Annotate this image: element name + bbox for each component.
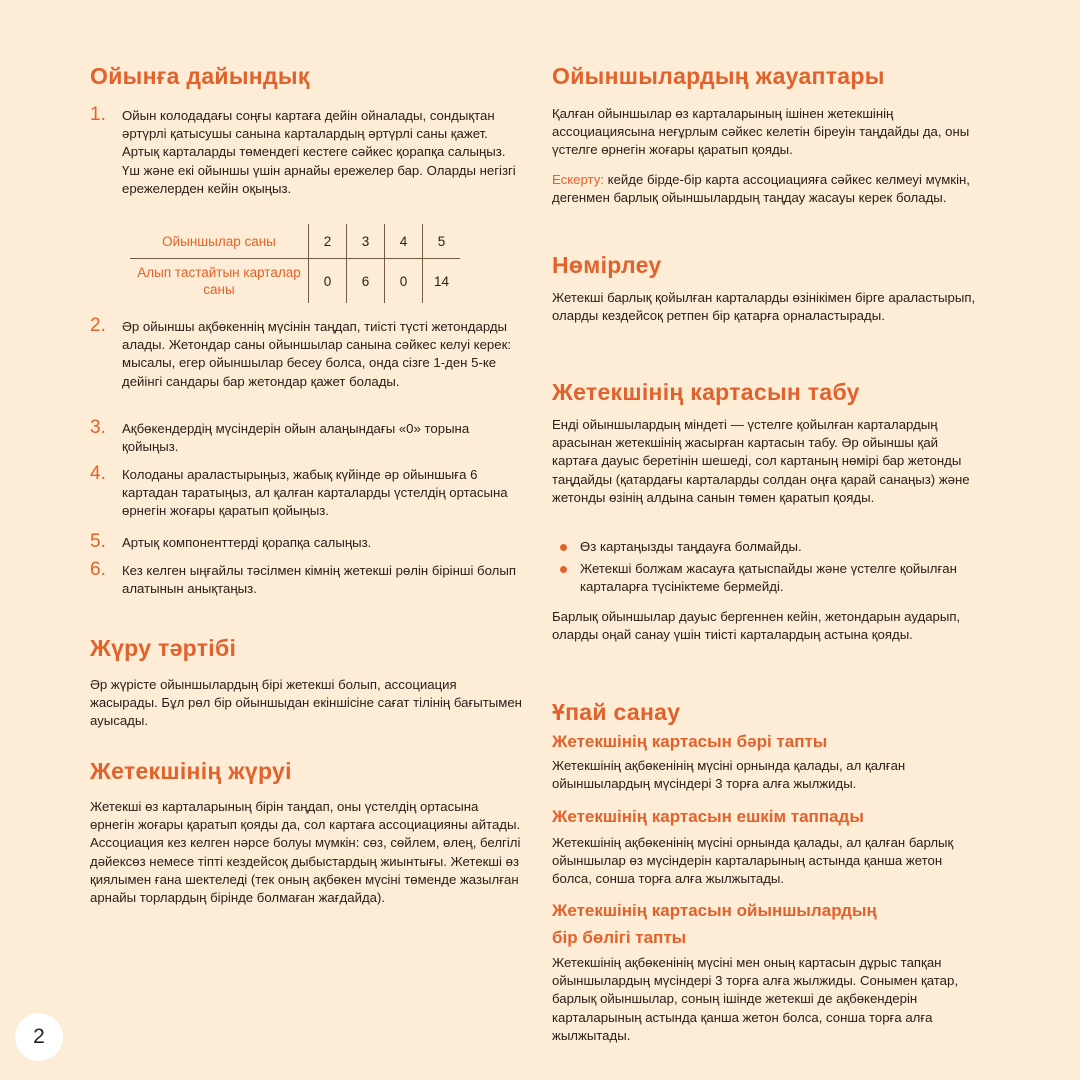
list-item bbox=[90, 531, 522, 552]
table-cell: 3 bbox=[347, 224, 385, 259]
table-row bbox=[130, 224, 460, 259]
players-table bbox=[130, 224, 460, 303]
item-text: Ақбөкендердің мүсіндерін ойын алаңындағы «0» торына қойыңыз. bbox=[122, 421, 470, 455]
list-item bbox=[90, 417, 522, 456]
bullet-text: Жетекші болжам жасауға қатыспайды және үстелге қойылған карталарға түсініктеме бермейді. bbox=[580, 561, 957, 595]
numbering-heading: Нөмірлеу bbox=[552, 252, 662, 278]
responses-note bbox=[552, 171, 982, 207]
leader-turn-text: Жетекші өз карталарының бірін таңдап, оны үстелдің ортасына өрнегін жоғары қаратып қояды да, сол картаға ассоциацияны айтады. Ассоциация кез келген нәрсе болуы мүмкін: сөз, сөйлем, өлең, белгілі дәйексөз немесе тіпті кездейсоқ дыбыстардың жиынтығы. Жетекші өз қиялымен ғана шектеледі (тек оның ақбөкен мүсіні төменде жазылған арнайы торлардың бірінде болмаған жағдайда). bbox=[90, 799, 521, 906]
scoring-heading: Ұпай санау bbox=[552, 699, 681, 725]
item-text: Колоданы араластырыңыз, жабық күйінде әр ойыншыға 6 картадан таратыңыз, ал қалған карталарды үстелдің ортасына өрнегін жоғары қаратып қойыңыз. bbox=[122, 467, 508, 519]
case2-text: Жетекшінің ақбөкенінің мүсіні орнында қалады, ал қалған барлық ойыншылар өз мүсіндерін карталарының астында қанша жетон болса, сонша торға алға жылжытады. bbox=[552, 835, 954, 887]
note-label: Ескерту: bbox=[552, 172, 604, 187]
item-number: 4. bbox=[90, 463, 106, 484]
list-item bbox=[90, 315, 522, 391]
item-number: 6. bbox=[90, 559, 106, 580]
find-card-text: Енді ойыншылардың міндеті — үстелге қойылған карталардың арасынан жетекшінің жасырған картасын табу. Әр ойыншы қай картаға дауыс беретінін шешеді, сол картаның нөмірі бар жетонды таңдайды (қатардағы карталарды солдан оңға қарай санаңыз) және жетонды өзінің алдына санын төмен қаратып қояды. bbox=[552, 417, 970, 505]
case3-title-line1: Жетекшінің картасын ойыншылардың bbox=[552, 901, 877, 920]
list-item bbox=[552, 538, 982, 556]
item-text: Әр ойыншы ақбөкеннің мүсінін таңдап, тиісті түсті жетондарды алады. Жетондар саны ойыншылар санына сәйкес келуі керек: мысалы, егер ойыншылар бесеу болса, онда сізге 1-ден 5-ке дейінгі сандары бар жетондар қажет болады. bbox=[122, 319, 512, 389]
players-count-label: Ойыншылар саны bbox=[130, 224, 309, 259]
removed-cards-label: Алып тастайтын карталар саны bbox=[137, 265, 301, 297]
item-number: 2. bbox=[90, 315, 106, 336]
table-cell: 5 bbox=[423, 224, 461, 259]
case1-text: Жетекшінің ақбөкенінің мүсіні орнында қалады, ал қалған ойыншылардың мүсіндері 3 торға алға жылжиды. bbox=[552, 758, 906, 792]
order-heading: Жүру тәртібі bbox=[90, 635, 237, 661]
table-row bbox=[130, 259, 460, 304]
item-text: Ойын колодадағы соңғы картаға дейін ойналады, сондықтан әртүрлі қатысушы санына карталардың әртүрлі саны қажет. Артық карталарды төмендегі кестеге сәйкес қорапқа салыңыз. Үш және екі ойыншы үшін арнайы ережелер бар. Оларды негізгі ережелерден кейін оқыңыз. bbox=[122, 108, 516, 196]
table-cell: 2 bbox=[309, 224, 347, 259]
responses-text: Қалған ойыншылар өз карталарының ішінен жетекшінің ассоциациясына неғұрлым сәйкес келетін біреуін таңдайды да, оны үстелге өрнегін жоғары қаратып қояды. bbox=[552, 106, 970, 158]
setup-heading: Ойынға дайындық bbox=[90, 63, 310, 89]
note-text: кейде бірде-бір карта ассоциацияға сәйкес келмеуі мүмкін, дегенмен барлық ойыншылардың таңдау жасауы керек болады. bbox=[552, 172, 970, 206]
item-number: 5. bbox=[90, 531, 106, 552]
find-card-heading: Жетекшінің картасын табу bbox=[552, 379, 860, 405]
table-cell: 14 bbox=[423, 259, 461, 304]
list-item bbox=[552, 560, 982, 596]
page-number: 2 bbox=[15, 1013, 63, 1061]
item-text: Кез келген ыңғайлы тәсілмен кімнің жетекші рөлін бірінші болып алатынын анықтаңыз. bbox=[122, 563, 516, 597]
numbering-text: Жетекші барлық қойылған карталарды өзінікімен бірге араластырып, оларды кездейсоқ ретпен бір қатарға орналастырады. bbox=[552, 290, 976, 324]
item-number: 1. bbox=[90, 104, 106, 125]
leader-turn-heading: Жетекшінің жүруі bbox=[90, 758, 292, 784]
list-item bbox=[90, 559, 522, 598]
item-number: 3. bbox=[90, 417, 106, 438]
case3-title-line2: бір бөлігі тапты bbox=[552, 928, 687, 947]
bullet-dot-icon bbox=[560, 566, 567, 573]
list-item bbox=[90, 104, 522, 198]
case2-title: Жетекшінің картасын ешкім таппады bbox=[552, 807, 864, 826]
bullet-dot-icon bbox=[560, 544, 567, 551]
list-item bbox=[90, 463, 522, 521]
responses-heading: Ойыншылардың жауаптары bbox=[552, 63, 885, 89]
table-cell: 6 bbox=[347, 259, 385, 304]
table-cell: 0 bbox=[309, 259, 347, 304]
bullet-text: Өз картаңызды таңдауға болмайды. bbox=[580, 539, 802, 554]
table-cell: 0 bbox=[385, 259, 423, 304]
order-text: Әр жүрісте ойыншылардың бірі жетекші болып, ассоциация жасырады. Бұл рөл бір ойыншыдан екіншісіне сағат тілінің бағытымен ауысады. bbox=[90, 677, 522, 729]
find-card-after-text: Барлық ойыншылар дауыс бергеннен кейін, жетондарын аударып, оларды оңай санау үшін тиісті карталардың астына қояды. bbox=[552, 609, 961, 643]
case1-title: Жетекшінің картасын бәрі тапты bbox=[552, 732, 828, 751]
item-text: Артық компоненттерді қорапқа салыңыз. bbox=[122, 535, 372, 550]
table-cell: 4 bbox=[385, 224, 423, 259]
case3-text: Жетекшінің ақбөкенінің мүсіні мен оның картасын дұрыс тапқан ойыншылардың мүсіндері 3 торға алға жылжиды. Сонымен қатар, барлық ойыншылар, соның ішінде жетекші де ақбөкендерін карталарының астында қанша жетон болса, сонша торға алға жылжытады. bbox=[552, 955, 959, 1043]
